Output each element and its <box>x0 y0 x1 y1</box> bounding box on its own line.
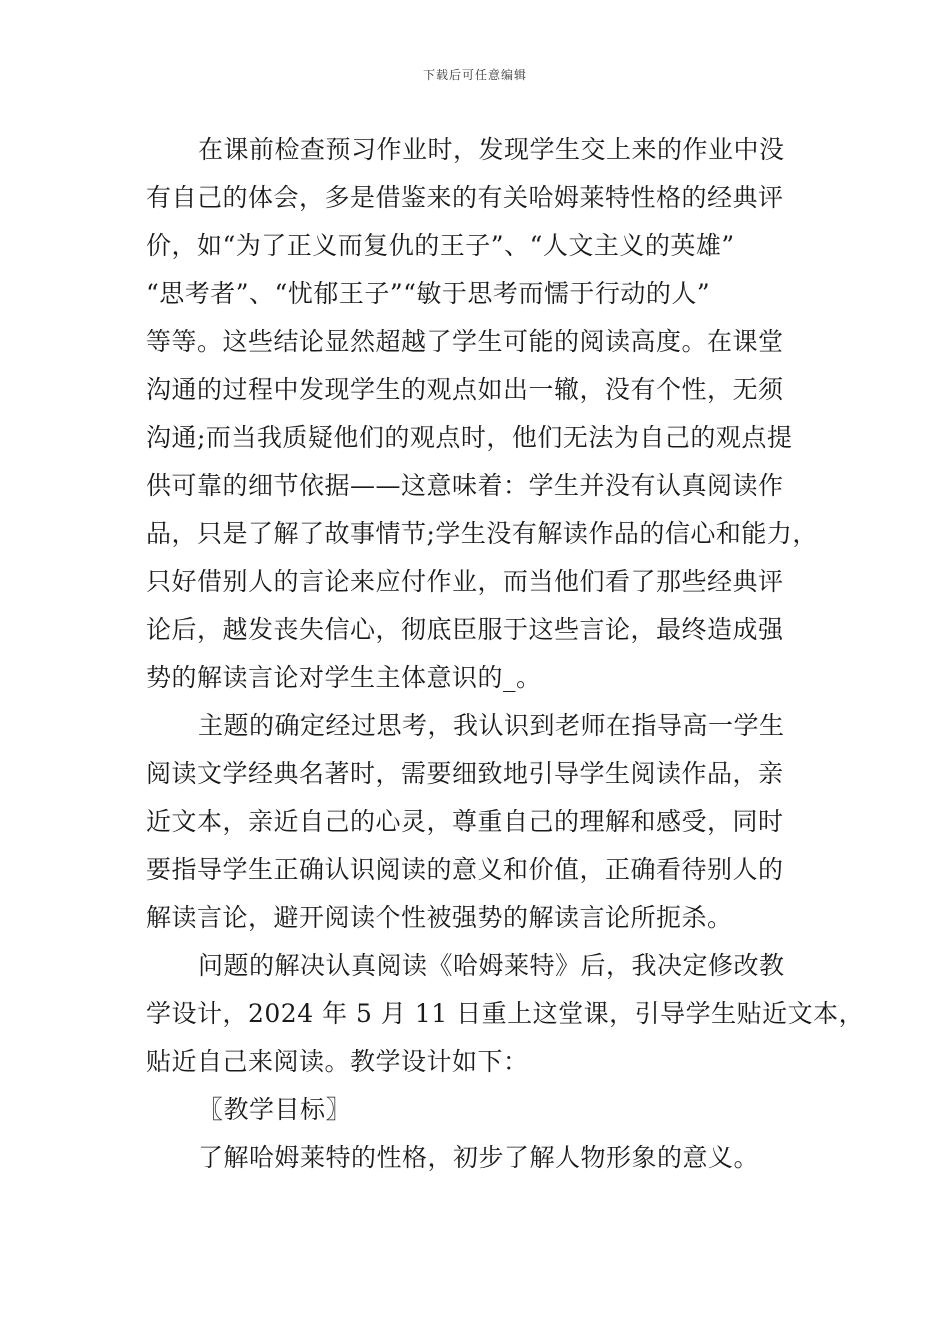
text-line: 阅读文学经典名著时，需要细致地引导学生阅读作品，亲 <box>146 759 784 788</box>
text-line: 要指导学生正确认识阅读的意义和价值，正确看待别人的 <box>146 855 784 884</box>
section-heading: 〖教学目标〗 <box>198 1095 352 1124</box>
text-line: 贴近自己来阅读。教学设计如下： <box>146 1047 529 1076</box>
text-line: 品，只是了解了故事情节;学生没有解读作品的信心和能力， <box>146 519 818 548</box>
text-line: 问题的解决认真阅读《哈姆莱特》后，我决定修改教 <box>198 951 785 980</box>
text-line: 只好借别人的言论来应付作业，而当他们看了那些经典评 <box>146 567 784 596</box>
text-line: 等等。这些结论显然超越了学生可能的阅读高度。在课堂 <box>146 327 784 356</box>
text-line: 供可靠的细节依据——这意味着：学生并没有认真阅读作 <box>146 471 784 500</box>
text-line: 价，如“为了正义而复仇的王子”、“人文主义的英雄” <box>146 231 735 260</box>
page-header: 下载后可任意编辑 <box>422 68 527 82</box>
text-line: 学设计，2024 年 5 月 11 日重上这堂课，引导学生贴近文本， <box>146 999 865 1028</box>
text-line: “思考者”、“忧郁王子”“敏于思考而懦于行动的人” <box>146 279 711 308</box>
document-body <box>146 126 865 1182</box>
text-line: 势的解读言论对学生主体意识的_。 <box>146 663 542 692</box>
text-line: 论后，越发丧失信心，彻底臣服于这些言论，最终造成强 <box>146 615 784 644</box>
text-line: 沟通;而当我质疑他们的观点时，他们无法为自己的观点提 <box>146 423 793 452</box>
text-line: 沟通的过程中发现学生的观点如出一辙，没有个性，无须 <box>146 375 784 404</box>
text-line: 在课前检查预习作业时，发现学生交上来的作业中没 <box>198 135 785 164</box>
text-line: 解读言论，避开阅读个性被强势的解读言论所扼杀。 <box>146 903 733 932</box>
text-line: 主题的确定经过思考，我认识到老师在指导高一学生 <box>198 711 785 740</box>
text-line: 有自己的体会，多是借鉴来的有关哈姆莱特性格的经典评 <box>146 183 784 212</box>
text-line: 了解哈姆莱特的性格，初步了解人物形象的意义。 <box>198 1143 760 1172</box>
text-line: 近文本，亲近自己的心灵，尊重自己的理解和感受，同时 <box>146 807 784 836</box>
